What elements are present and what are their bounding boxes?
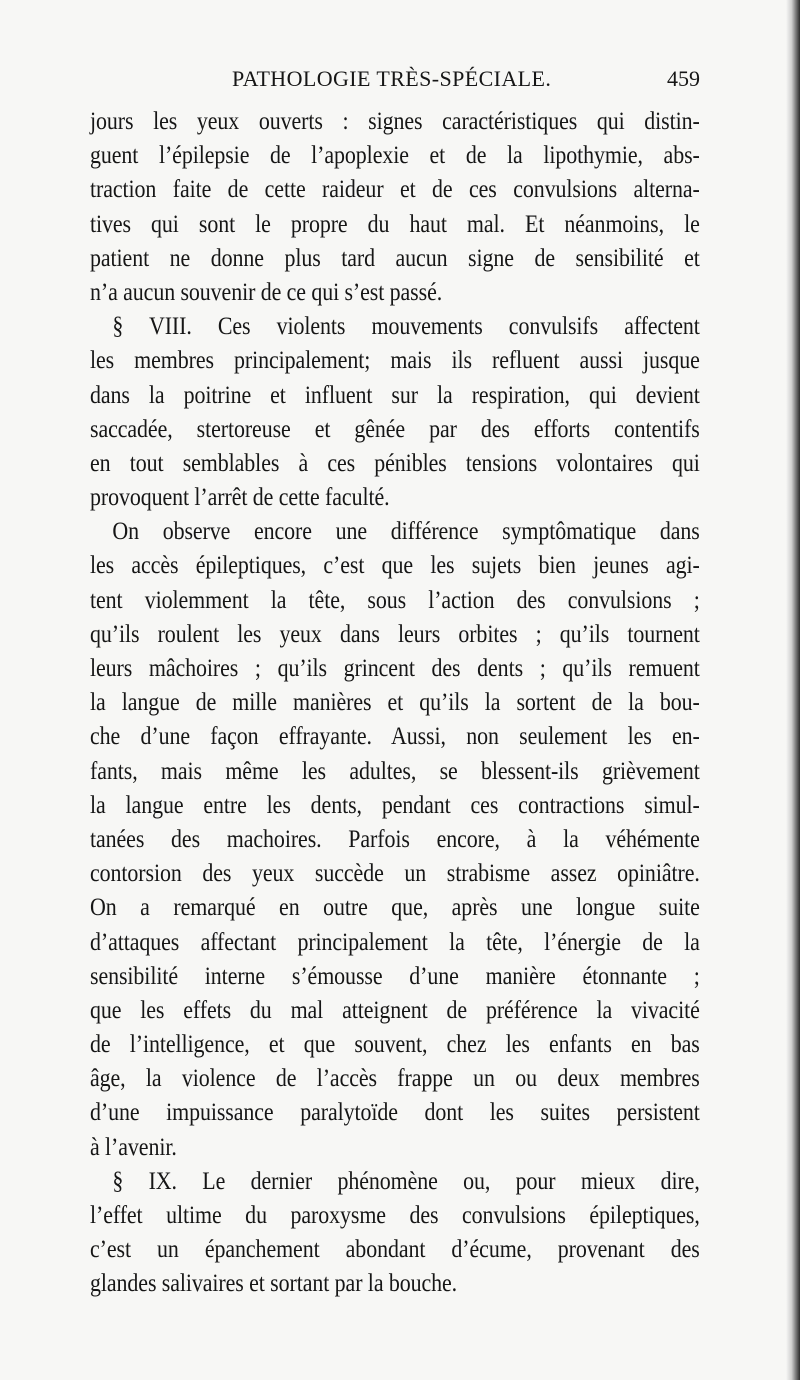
text-line: les membres principalement; mais ils refluent aussi jusque [90,345,700,375]
text-line: dans la poitrine et influent sur la respiration, qui devient [90,379,700,409]
section-heading-line: § IX. Le dernier phénomène ou, pour mieux dire, [112,1165,700,1195]
text-line: d’attaques affectant principalement la tête, l’énergie de la [90,926,700,956]
text-line: de l’intelligence, et que souvent, chez les enfants en bas [90,1029,700,1059]
text-line: che d’une façon effrayante. Aussi, non seulement les en- [90,721,700,751]
text-line: saccadée, stertoreuse et gênée par des efforts contentifs [90,413,700,443]
text-line: tent violemment la tête, sous l’action des convulsions ; [90,584,700,614]
text-line: patient ne donne plus tard aucun signe de sensibilité et [90,242,700,272]
text-line: en tout semblables à ces pénibles tensions volontaires qui [90,447,700,477]
paragraph-first-line: On observe encore une différence symptômatique dans [112,516,700,546]
text-line: leurs mâchoires ; qu’ils grincent des dents ; qu’ils remuent [90,653,700,682]
text-line: provoquent l’arrêt de cette faculté. [90,482,390,512]
text-line: guent l’épilepsie de l’apoplexie et de la lipothymie, abs- [90,140,700,170]
page-edge-shadow [786,0,800,1380]
section-heading-line: § VIII. Ces violents mouvements convulsifs affectent [112,311,700,341]
text-line: âge, la violence de l’accès frappe un ou deux membres [90,1063,700,1093]
text-line: c’est un épanchement abondant d’écume, provenant des [90,1234,700,1264]
text-line: jours les yeux ouverts : signes caractéristiques qui distin- [90,106,700,135]
running-title: PATHOLOGIE TRÈS-SPÉCIALE. [232,66,552,91]
text-line: contorsion des yeux succède un strabisme assez opiniâtre. [90,858,700,888]
page-header [90,66,700,98]
text-line: tives qui sont le propre du haut mal. Et néanmoins, le [90,208,700,238]
text-line: sensibilité interne s’émousse d’une manière étonnante ; [90,960,700,990]
text-line: traction faite de cette raideur et de ces convulsions alterna- [90,174,700,204]
body-text [90,104,700,1301]
page-number: 459 [667,66,700,91]
text-line: que les effets du mal atteignent de préférence la vivacité [90,994,700,1024]
text-line: les accès épileptiques, c’est que les sujets bien jeunes agi- [90,550,700,580]
text-line: la langue entre les dents, pendant ces contractions simul- [90,789,700,819]
text-line: n’a aucun souvenir de ce qui s’est passé. [90,276,443,306]
text-line: On a remarqué en outre que, après une longue suite [90,892,700,922]
text-line: l’effet ultime du paroxysme des convulsions épileptiques, [90,1200,700,1229]
text-line: la langue de mille manières et qu’ils la sortent de la bou- [90,687,700,717]
text-line: tanées des machoires. Parfois encore, à la véhémente [90,823,700,853]
text-line: à l’avenir. [90,1131,177,1161]
text-line: glandes salivaires et sortant par la bouche. [90,1268,458,1298]
text-line: fants, mais même les adultes, se blessent-ils grièvement [90,755,700,785]
text-line: qu’ils roulent les yeux dans leurs orbites ; qu’ils tournent [90,618,700,648]
text-line: d’une impuissance paralytoïde dont les suites persistent [90,1097,700,1127]
